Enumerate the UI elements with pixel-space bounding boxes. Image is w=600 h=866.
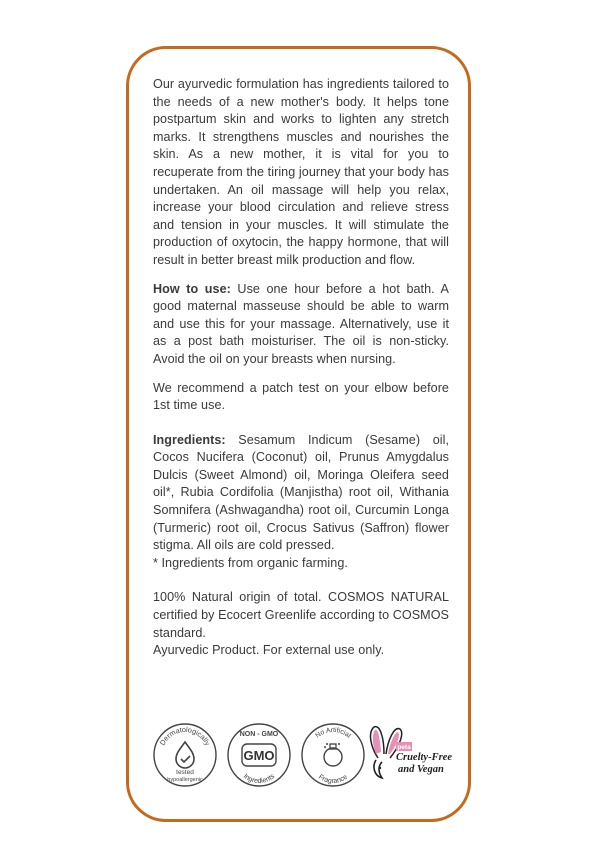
how-to-use-text: Use one hour before a hot bath. A good maternal masseuse should be able to warm and use this for your massage. Alternatively, use it as a post bath moisturiser. The oil is non-sticky. Avoid the oil on your breasts when nursing. (153, 281, 449, 366)
cruelty-free-text: Cruelty-Free (396, 752, 452, 763)
svg-text:peta: peta (397, 744, 411, 751)
gmo-top-text: NON - GMO (239, 731, 279, 738)
vegan-text: and Vegan (398, 764, 444, 775)
dermatologically-tested-badge (152, 722, 218, 788)
description-paragraph: Our ayurvedic formulation has ingredients tailored to the needs of a new mother's body. It helps tone postpartum skin and works to lighten any stretch marks. It strengthens muscles and nourishes the skin. As a new mother, it is vital for you to recuperate from the tiring journey that your body has undertaken. An oil massage will help you relax, increase your blood circulation and relieve stress and tension in your muscles. It will stimulate the production of oxytocin, the happy hormone, that will result in better breast milk production and flow. (153, 77, 449, 267)
organic-footnote: * Ingredients from organic farming. (153, 555, 348, 570)
peta-logo (396, 742, 412, 751)
how-to-use-paragraph (153, 281, 449, 369)
derm-bottom-text: tested (176, 769, 194, 776)
perfume-bottle-icon (324, 743, 342, 766)
ingredients-label: Ingredients: (153, 432, 226, 447)
non-gmo-badge (226, 722, 292, 788)
certification-badges (152, 722, 452, 797)
usage-note: Ayurvedic Product. For external use only. (153, 643, 385, 658)
derm-top-text: Dermatologically (157, 724, 213, 747)
certification-text: 100% Natural origin of total. COSMOS NATURAL certified by Ecocert Greenlife according to COSMOS standard. (153, 590, 449, 640)
cruelty-free-vegan-badge (366, 722, 452, 792)
ingredients-paragraph (153, 432, 449, 555)
no-artificial-fragrance-badge (300, 722, 366, 788)
nofrag-bottom-text: Fragrance (317, 773, 349, 786)
derm-bottom-text-2: hypoallergenic (167, 777, 203, 783)
gmo-center-text: GMO (243, 748, 275, 763)
drop-check-icon (176, 742, 194, 768)
ingredients-text: Sesamum Indicum (Sesame) oil, Cocos Nucifera (Coconut) oil, Prunus Amygdalus Dulcis (Sweet Almond) oil, Moringa Oleifera seed oil*, Rubia Cordifolia (Manjistha) root oil, Withania Somnifera (Ashwagandha) root oil, Curcumin Longa (Turmeric) root oil, Crocus Sativus (Saffron) flower stigma. All oils are cold pressed. (153, 432, 449, 553)
patch-test-note: We recommend a patch test on your elbow before 1st time use. (153, 380, 449, 413)
nofrag-top-text: No Artificial (314, 726, 352, 740)
how-to-use-label: How to use: (153, 281, 231, 296)
gmo-bottom-text: Ingredients (241, 772, 277, 786)
product-description (153, 76, 449, 660)
